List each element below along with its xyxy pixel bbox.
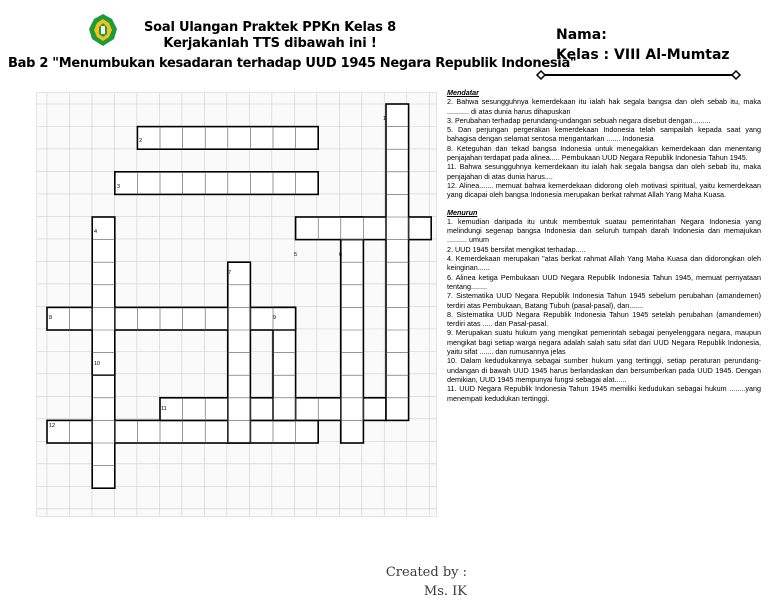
clue-number-11: 11 — [161, 406, 167, 412]
decorative-line — [536, 70, 741, 80]
crossword-words — [37, 93, 438, 518]
clue-number-4: 4 — [94, 229, 98, 235]
school-logo-icon — [88, 13, 118, 47]
class-label: Kelas : VIII Al-Mumtaz — [556, 47, 730, 63]
credit-text — [373, 563, 467, 601]
worksheet-title: Soal Ulangan Praktek PPKn Kelas 8 — [143, 20, 397, 35]
clue-number-6: 6 — [339, 252, 343, 258]
across-clue: 5. Dan perjungan pergerakan kemerdekaan Indonesia telah sampailah kepada saat yang bahagisa dengan selamat sentosa mengantarkan ....... Indonesia — [447, 125, 761, 144]
word-run-8 — [47, 307, 296, 330]
clue-number-12: 12 — [49, 423, 56, 429]
clue-list — [447, 88, 761, 403]
across-heading: Mendatar — [447, 88, 479, 97]
down-clue: 4. Kemerdekaan merupakan "atas berkat rahmat Allah Yang Maha Kuasa dan didorongkan oleh keinginan...... — [447, 254, 761, 273]
clue-number-3: 3 — [117, 184, 121, 190]
down-clue: 11. UUD Negara Republik Indonesia Tahun 1945 memiliki kedudukan sebagai hukum ........yang menempati kedudukan tertinggi. — [447, 384, 761, 403]
across-clue: 12. Alinea....... memuat bahwa kemerdekaan didorong oleh motivasi spiritual, yaitu kemerdekaan yang dicapai oleh bangsa Indonesia merupakan berkat rahmat Allah Yang Maha Kuasa. — [447, 180, 761, 200]
down-clue: 1. kemudian daripada itu untuk membentuk suatau pemerintahan Negara Indonesia yang melindungi segenap bangsa Indonesia dan seluruh tumpah darah Indonesia dan memajukan .......... umum — [447, 216, 761, 245]
clue-number-5: 5 — [294, 252, 298, 258]
down-heading: Menurun — [447, 207, 478, 217]
clue-number-9: 9 — [273, 315, 277, 321]
word-run-4 — [92, 217, 115, 375]
clue-number-8: 8 — [49, 315, 53, 321]
down-clue: 6. Alinea ketiga Pembukaan UUD Negara Republik Indonesia Tahun 1945, memuat pernyataan tentang........ — [447, 272, 761, 291]
credit-line-2: Ms. IK — [423, 584, 467, 599]
down-clue: 10. Dalam kedudukannya sebagai sumber hukum yang tertinggi, setiap peraturan perundang-undangan di bawah UUD 1945 harus berlandaskan dan bersumberkan pada UUD 1945. Dengan demikian, UUD 1945 mempunyai fungsi sebagai alat...... — [447, 356, 761, 384]
down-clue: 9. Merupakan suatu hukum yang mengikat pemerintah sebagai penyelenggara negara, maupun mengikat bagi setiap warga negara adalah salah satu sifat dari UUD Negara Republik Indonesia, yaitu sifat ....... dan rumusannya jelas — [447, 328, 761, 357]
clue-number-1: 1 — [383, 116, 387, 122]
across-clue: 8. Keteguhan dan tekad bangsa Indonesia untuk menegakkan kemerdekaan dan menentang penjajahan terdapat pada alinea..... Pembukaan UUD Negara Republik Indonesia Tahun 1945. — [447, 143, 761, 163]
chapter-title: Bab 2 "Menumbukan kesadaran terhadap UUD 1945 Negara Republik Indonesia" — [8, 56, 577, 71]
clue-number-2: 2 — [139, 138, 143, 144]
across-clue: 11. Bahwa sesungguhnya kemerdekaan itu ialah hak segala bangsa dan oleh sebab itu, maka penjajahan di atas dunia harus.... — [447, 162, 761, 181]
instruction-text: Kerjakanlah TTS dibawah ini ! — [163, 36, 377, 51]
down-clue: 7. Sistematika UUD Negara Republik Indonesia Tahun 1945 sebelum perubahan (amandemen) terdiri atas Pembukaan, Batang Tubuh (pasal-pasal), dan....... — [447, 291, 761, 310]
clue-number-7: 7 — [228, 270, 232, 276]
clue-number-10: 10 — [94, 361, 101, 367]
down-clue: 2. UUD 1945 bersifat mengikat terhadap..... — [447, 244, 586, 254]
credit-line-1: Created by : — [385, 565, 467, 580]
word-run-3 — [115, 172, 318, 195]
name-label: Nama: — [556, 27, 607, 43]
across-clue: 3. Perubahan terhadap perundang-undangan sebuah negara disebut dengan......... — [447, 115, 711, 125]
down-clue: 8. Sistematika UUD Negara Republik Indonesia Tahun 1945 setelah perubahan (amandemen) terdiri atas ..... dan Pasal-pasal. — [447, 309, 761, 329]
across-clue: 2. Bahwa sesungguhnya kemerdekaan itu ialah hak segala bangsa dan oleh sebab itu, maka ........... di atas dunia harus dihapuskan — [447, 97, 761, 116]
